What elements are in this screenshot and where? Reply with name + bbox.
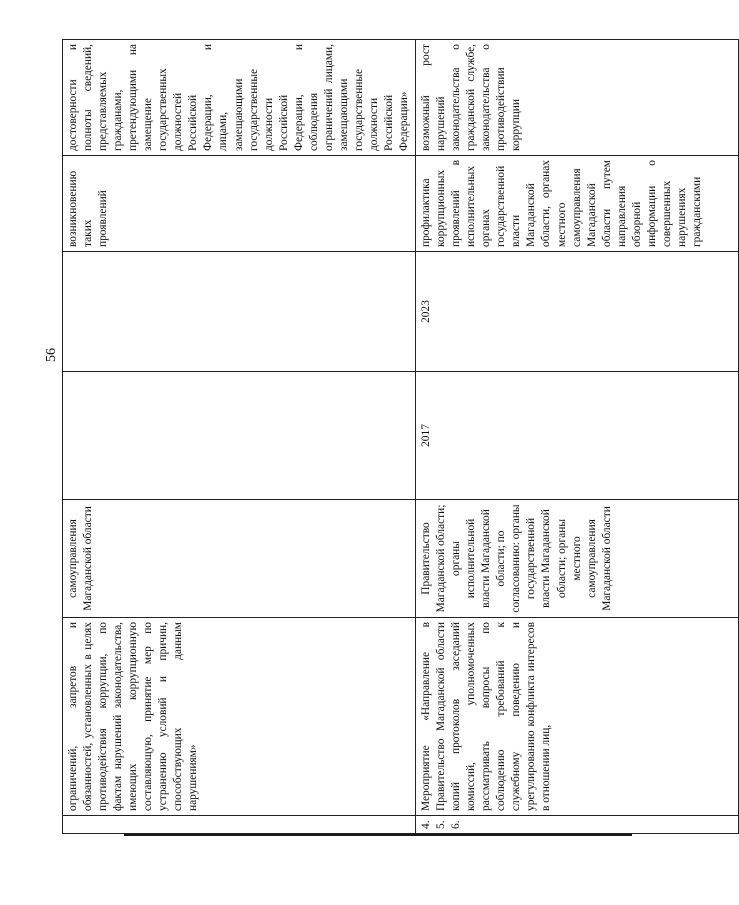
risk-cell: возникновению таких проявлений <box>63 156 416 252</box>
row-number: 4.5.6. <box>416 816 739 834</box>
rotated-table-container <box>62 40 703 834</box>
start-year-cell: 2017 <box>416 372 739 500</box>
table-row <box>416 40 739 834</box>
start-year-cell <box>63 372 416 500</box>
executor-cell: самоуправления Магаданской области <box>63 500 416 618</box>
end-year-cell: 2023 <box>416 252 739 372</box>
result-cell: достоверности и полноты сведений, представляемых гражданами, претендующими на замещение государственных должностей Российской Федерации, и лицами, замещающими государственные должности Российской Федерации, и соблюдения ограничений лицами, замещающими государственные должности Российской Федерации» <box>63 40 416 156</box>
measure-cell: ограничений, запретов и обязанностей, установленных в целях противодействия коррупции, по фактам нарушений законодательства, имеющих коррупционную составляющую, принятие мер по устранению условий и причин, способствующих данным нарушениям» <box>63 618 416 816</box>
table-row <box>63 40 416 834</box>
measures-table <box>62 39 739 834</box>
row-number <box>63 816 416 834</box>
end-year-cell <box>63 252 416 372</box>
page-number: 56 <box>44 348 59 362</box>
result-cell: возможный рост нарушений законодательства о гражданской службе, законодательства о противодействии коррупции <box>416 40 739 156</box>
risk-cell: профилактика коррупционных проявлений в исполнительных органах государственной власти Магаданской области, органах местного самоуправления Магаданской области путем направления обзорной информации о совершенных нарушениях гражданскими <box>416 156 739 252</box>
measure-cell: Мероприятие «Направление в Правительство Магаданской области копий протоколов заседаний комиссий, уполномоченных рассматривать вопросы по соблюдению требований к служебному поведению и урегулированию конфликта интересов в отношении лиц, <box>416 618 739 816</box>
bottom-rule <box>124 834 632 836</box>
executor-cell: Правительство Магаданской области; органы исполнительной власти Магаданской области; по согласованию: органы государственной власти Магаданской области; органы местного самоуправления Магаданской области <box>416 500 739 618</box>
